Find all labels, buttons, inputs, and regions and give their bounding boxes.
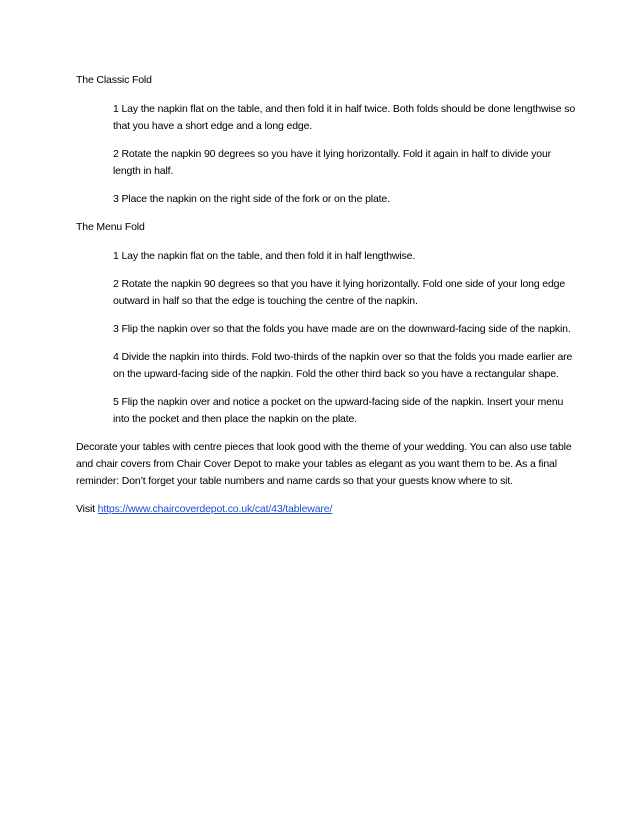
menu-fold-step-4: 4 Divide the napkin into thirds. Fold two-thirds of the napkin over so that the folds you made earlier are on the upward-facing side of the napkin. Fold the other third back so you have a rectangular shape. (113, 351, 573, 380)
classic-fold-step-2: 2 Rotate the napkin 90 degrees so you have it lying horizontally. Fold it again in half to divide your length in half. (113, 148, 552, 177)
menu-fold-step-3: 3 Flip the napkin over so that the folds you have made are on the downward-facing side of the napkin. (113, 323, 571, 335)
section-heading-classic-fold: The Classic Fold (76, 74, 152, 86)
menu-fold-step-1: 1 Lay the napkin flat on the table, and then fold it in half lengthwise. (113, 250, 416, 262)
visit-line (76, 501, 576, 518)
menu-fold-step-2: 2 Rotate the napkin 90 degrees so that you have it lying horizontally. Fold one side of your long edge outward in half so that the edge is touching the centre of the napkin. (113, 278, 566, 307)
classic-fold-step-3: 3 Place the napkin on the right side of the fork or on the plate. (113, 193, 390, 205)
visit-prefix: Visit (76, 503, 98, 515)
closing-paragraph: Decorate your tables with centre pieces that look good with the theme of your wedding. You can also use table and chair covers from Chair Cover Depot to make your tables as elegant as you want them to be. As a final reminder: Don’t forget your table numbers and name cards so that your guests know where to sit. (76, 441, 572, 487)
classic-fold-step-1: 1 Lay the napkin flat on the table, and then fold it in half twice. Both folds should be done lengthwise so that you have a short edge and a long edge. (113, 103, 576, 132)
section-heading-menu-fold: The Menu Fold (76, 221, 145, 233)
menu-fold-step-5: 5 Flip the napkin over and notice a pocket on the upward-facing side of the napkin. Insert your menu into the pocket and then place the napkin on the plate. (113, 396, 564, 425)
tableware-link[interactable]: https://www.chaircoverdepot.co.uk/cat/43/tableware/ (97, 503, 333, 515)
document-body (76, 72, 576, 529)
